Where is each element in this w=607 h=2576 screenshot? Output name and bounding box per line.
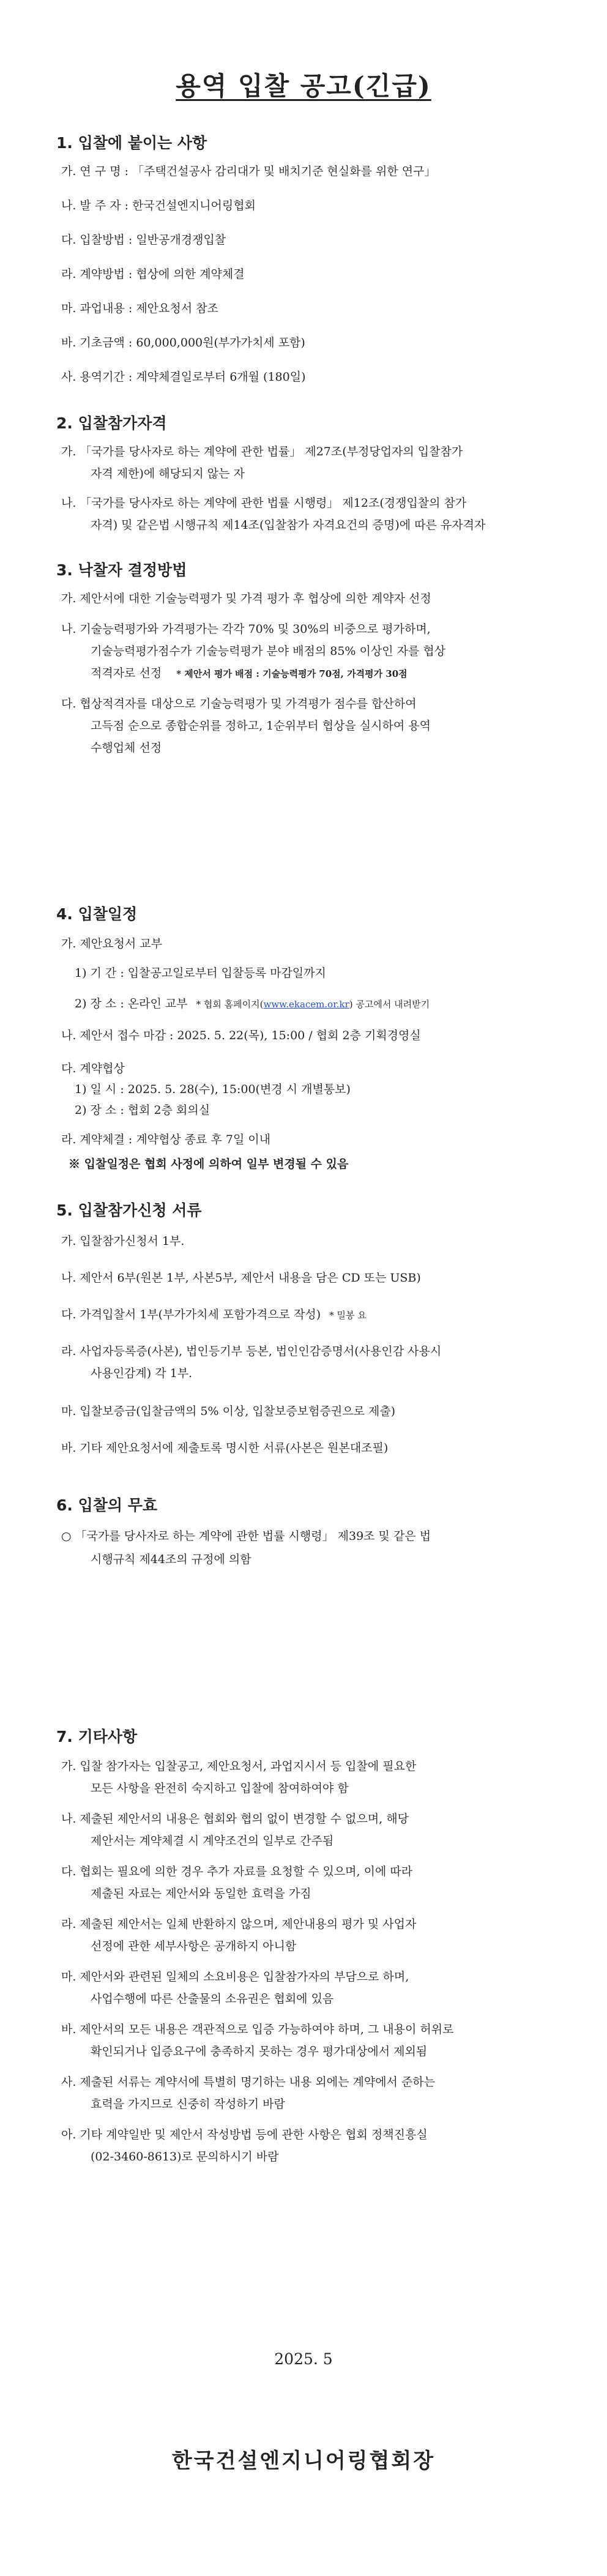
- s5-seal-note: * 밀봉 요: [329, 1310, 367, 1321]
- s4-da-time: 1) 일 시 : 2025. 5. 28(수), 15:00(변경 시 개별통보): [75, 1083, 351, 1096]
- s1-item-na: 나. 발 주 자 : 한국건설엔지니어링협회: [61, 199, 256, 212]
- s3-item-ga: 가. 제안서에 대한 기술능력평가 및 가격 평가 후 협상에 의한 계약자 선정: [61, 592, 431, 605]
- s6-line2: 시행규칙 제44조의 규정에 의함: [91, 1553, 251, 1566]
- s4-item-da: 다. 계약협상: [61, 1062, 125, 1075]
- s4-ga-place-note: [196, 999, 430, 1010]
- s4-item-ra: 라. 계약체결 : 계약협상 종료 후 7일 이내: [61, 1133, 271, 1146]
- s1-item-ga: 가. 연 구 명 : 「주택건설공사 감리대가 및 배치기준 현실화를 위한 연구」: [61, 165, 436, 178]
- s7-item-ma-line1: 마. 제안서와 관련된 일체의 소요비용은 입찰참가자의 부담으로 하며,: [61, 1970, 409, 1984]
- s5-item-da: [61, 1305, 551, 1325]
- s6-line1: ○ 「국가를 당사자로 하는 계약에 관한 법률 시행령」 제39조 및 같은 법: [61, 1529, 431, 1543]
- section-3-heading: 3. 낙찰자 결정방법: [56, 561, 187, 579]
- s5-item-ra-line2: 사용인감계) 각 1부.: [91, 1367, 193, 1380]
- s4-note-suffix: ) 공고에서 내려받기: [349, 999, 430, 1010]
- notice-date: 2025. 5: [274, 2350, 333, 2368]
- s3-item-da-line1: 다. 협상적격자를 대상으로 기술능력평가 및 가격평가 점수를 합산하여: [61, 697, 417, 711]
- s4-schedule-note: ※ 입찰일정은 협회 사정에 의하여 일부 변경될 수 있음: [69, 1157, 349, 1171]
- s7-item-ra-line2: 선정에 관한 세부사항은 공개하지 아니함: [91, 1939, 297, 1953]
- s5-item-na: 나. 제안서 6부(원본 1부, 사본5부, 제안서 내용을 담은 CD 또는 USB): [61, 1271, 421, 1285]
- s5-item-ga: 가. 입찰참가신청서 1부.: [61, 1234, 185, 1248]
- s7-item-ba-line2: 확인되거나 입증요구에 충족하지 못하는 경우 평가대상에서 제외됨: [91, 2045, 428, 2058]
- s7-item-ra-line1: 라. 제출된 제안서는 일체 반환하지 않으며, 제안내용의 평가 및 사업자: [61, 1917, 417, 1931]
- s4-item-na: 나. 제안서 접수 마감 : 2025. 5. 22(목), 15:00 / 협회 2층 기획경영실: [61, 1029, 421, 1042]
- s4-ga-place-text: 2) 장 소 : 온라인 교부: [75, 997, 188, 1010]
- s7-item-ga-line2: 모든 사항을 완전히 숙지하고 입찰에 참여하여야 함: [91, 1782, 349, 1795]
- section-4-heading: 4. 입찰일정: [56, 905, 138, 923]
- section-1-heading: 1. 입찰에 붙이는 사항: [56, 134, 207, 152]
- section-2-heading: 2. 입찰참가자격: [56, 414, 167, 432]
- s1-item-ma: 마. 과업내용 : 제안요청서 참조: [61, 302, 218, 315]
- s7-item-na-line1: 나. 제출된 제안서의 내용은 협회와 협의 없이 변경할 수 없으며, 해당: [61, 1812, 409, 1826]
- s7-item-da-line2: 제출된 자료는 제안서와 동일한 효력을 가짐: [91, 1887, 311, 1900]
- s1-item-da: 다. 입찰방법 : 일반공개경쟁입찰: [61, 233, 226, 247]
- s5-item-ba: 바. 기타 제안요청서에 제출토록 명시한 서류(사본은 원본대조필): [61, 1441, 389, 1455]
- s7-item-na-line2: 제안서는 계약체결 시 계약조건의 일부로 간주됨: [91, 1834, 334, 1848]
- s3-item-na-line1: 나. 기술능력평가와 가격평가는 각각 70% 및 30%의 비중으로 평가하며,: [61, 622, 431, 636]
- s4-ga-period: 1) 기 간 : 입찰공고일로부터 입찰등록 마감일까지: [75, 966, 326, 980]
- s4-da-place: 2) 장 소 : 협회 2층 회의실: [75, 1103, 210, 1117]
- s7-item-ba-line1: 바. 제안서의 모든 내용은 객관적으로 입증 가능하여야 하며, 그 내용이 허위로: [61, 2023, 454, 2036]
- s4-note-prefix: * 협회 홈페이지(: [196, 999, 264, 1010]
- section-7-heading: 7. 기타사항: [56, 1728, 138, 1745]
- homepage-link[interactable]: www.ekacem.or.kr: [263, 999, 349, 1010]
- s7-item-ga-line1: 가. 입찰 참가자는 입찰공고, 제안요청서, 과업지시서 등 입찰에 필요한: [61, 1760, 417, 1773]
- s5-item-ma: 마. 입찰보증금(입찰금액의 5% 이상, 입찰보증보험증권으로 제출): [61, 1405, 396, 1418]
- s4-item-ga: 가. 제안요청서 교부: [61, 937, 162, 950]
- section-5-heading: 5. 입찰참가신청 서류: [56, 1201, 202, 1219]
- s3-item-da-line2: 고득점 순으로 종합순위를 정하고, 1순위부터 협상을 실시하여 용역: [91, 719, 431, 733]
- s3-item-na-line3: [91, 663, 580, 684]
- s5-item-ra-line1: 라. 사업자등록증(사본), 법인등기부 등본, 법인인감증명서(사용인감 사용시: [61, 1345, 442, 1358]
- s7-item-sa-line2: 효력을 가지므로 신중히 작성하기 바람: [91, 2097, 285, 2111]
- page-title: 용역 입찰 공고(긴급): [176, 71, 431, 101]
- s2-item-ga-line2: 자격 제한)에 해당되지 않는 자: [91, 467, 245, 480]
- s1-item-ba: 바. 기초금액 : 60,000,000원(부가가치세 포함): [61, 336, 305, 349]
- s3-item-na-line3-text: 적격자로 선정: [91, 666, 162, 680]
- s2-item-na-line2: 자격) 및 같은법 시행규칙 제14조(입찰참가 자격요건의 증명)에 따른 유자격자: [91, 518, 486, 532]
- s3-score-note: * 제안서 평가 배점 : 기술능력평가 70점, 가격평가 30점: [176, 668, 408, 679]
- s7-item-sa-line1: 사. 제출된 서류는 계약서에 특별히 명기하는 내용 외에는 계약에서 준하는: [61, 2075, 436, 2089]
- s3-item-na-line2: 기술능력평가점수가 기술능력평가 분야 배점의 85% 이상인 자를 협상: [91, 644, 446, 658]
- s2-item-na-line1: 나. 「국가를 당사자로 하는 계약에 관한 법률 시행령」 제12조(경쟁입찰의 참가: [61, 496, 467, 510]
- s5-item-da-text: 다. 가격입찰서 1부(부가가치세 포함가격으로 작성): [61, 1308, 321, 1321]
- s7-item-a-line2: (02-3460-8613)로 문의하시기 바람: [91, 2150, 279, 2163]
- s3-item-da-line3: 수행업체 선정: [91, 741, 162, 755]
- s2-item-ga-line1: 가. 「국가를 당사자로 하는 계약에 관한 법률」 제27조(부정당업자의 입찰참가: [61, 445, 463, 458]
- s7-item-ma-line2: 사업수행에 따른 산출물의 소유권은 협회에 있음: [91, 1992, 334, 2006]
- s1-item-sa: 사. 용역기간 : 계약체결일로부터 6개월 (180일): [61, 370, 306, 384]
- s1-item-ra: 라. 계약방법 : 협상에 의한 계약체결: [61, 267, 245, 281]
- section-6-heading: 6. 입찰의 무효: [56, 1496, 158, 1514]
- s4-ga-place: [75, 994, 564, 1014]
- issuer-signature: 한국건설엔지니어링협회장: [171, 2449, 436, 2473]
- s7-item-a-line1: 아. 기타 계약일반 및 제안서 작성방법 등에 관한 사항은 협회 정책진흥실: [61, 2128, 428, 2141]
- s7-item-da-line1: 다. 협회는 필요에 의한 경우 추가 자료를 요청할 수 있으며, 이에 따라: [61, 1865, 413, 1878]
